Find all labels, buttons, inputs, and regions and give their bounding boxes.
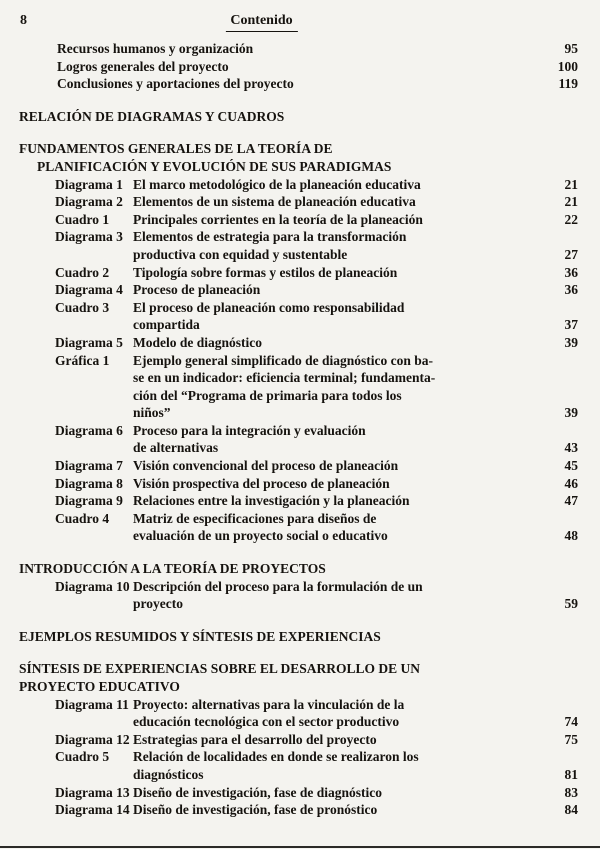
entry-page: 47 bbox=[564, 493, 578, 509]
entry-page: 39 bbox=[564, 405, 578, 421]
entry-page: 75 bbox=[564, 731, 578, 747]
entry-tag: Gráfica 1 bbox=[55, 352, 110, 368]
toc-entry-line bbox=[55, 696, 578, 714]
entry-title-line: ción del “Programa de primaria para todos los bbox=[133, 387, 402, 403]
section-heading-line: PLANIFICACIÓN Y EVOLUCIÓN DE SUS PARADIGMAS bbox=[37, 158, 392, 174]
entry-title-line: Descripción del proceso para la formulación de un bbox=[133, 578, 423, 594]
toc-entry-line bbox=[55, 299, 578, 317]
entry-page: 74 bbox=[564, 714, 578, 730]
entry-title: Conclusiones y aportaciones del proyecto bbox=[57, 76, 294, 92]
entry-page: 36 bbox=[564, 282, 578, 298]
page-number: 8 bbox=[20, 13, 27, 28]
entry-tag: Diagrama 3 bbox=[55, 229, 123, 245]
entry-tag: Cuadro 3 bbox=[55, 299, 110, 315]
toc-entry-line bbox=[55, 527, 578, 545]
toc-entry-line bbox=[55, 510, 578, 528]
entry-page: 119 bbox=[558, 76, 578, 92]
section-heading-line: SÍNTESIS DE EXPERIENCIAS SOBRE EL DESARROLLO DE UN bbox=[19, 661, 420, 677]
entry-tag: Diagrama 9 bbox=[55, 493, 123, 509]
entry-tag: Cuadro 1 bbox=[55, 211, 110, 227]
entry-tag: Cuadro 5 bbox=[55, 749, 110, 765]
entry-title-line: Diseño de investigación, fase de diagnóstico bbox=[133, 784, 383, 800]
toc-entry-line bbox=[55, 492, 578, 510]
entry-page: 45 bbox=[564, 458, 578, 474]
toc-entry-line bbox=[55, 748, 578, 766]
scan-edge-line bbox=[0, 846, 600, 848]
entry-title-line: Principales corrientes en la teoría de la planeación bbox=[133, 211, 423, 227]
toc-entry-line bbox=[55, 578, 578, 596]
toc-section bbox=[19, 560, 578, 613]
table-of-contents bbox=[19, 40, 578, 819]
entry-title-line: productiva con equidad y sustentable bbox=[133, 246, 348, 262]
entry-page: 84 bbox=[564, 802, 578, 818]
entry-title: Logros generales del proyecto bbox=[57, 58, 229, 74]
toc-entry-line bbox=[55, 193, 578, 211]
entry-tag: Diagrama 2 bbox=[55, 194, 123, 210]
entry-tag: Diagrama 6 bbox=[55, 422, 123, 438]
entry-page: 59 bbox=[564, 596, 578, 612]
entry-tag: Diagrama 1 bbox=[55, 176, 123, 192]
toc-entry-line bbox=[57, 58, 578, 76]
entry-title-line: diagnósticos bbox=[133, 766, 204, 782]
entry-title-line: Tipología sobre formas y estilos de planeación bbox=[133, 264, 398, 280]
entry-title-line: Relaciones entre la investigación y la planeación bbox=[133, 493, 410, 509]
entry-title-line: Elementos de un sistema de planeación educativa bbox=[133, 194, 416, 210]
toc-entry-line bbox=[57, 75, 578, 93]
toc-entry-line bbox=[55, 404, 578, 422]
entry-page: 27 bbox=[564, 246, 578, 262]
entry-page: 48 bbox=[564, 528, 578, 544]
entry-title-line: educación tecnológica con el sector productivo bbox=[133, 714, 400, 730]
entry-title-line: compartida bbox=[133, 317, 200, 333]
toc-entry-line bbox=[55, 228, 578, 246]
entry-title-line: Elementos de estrategia para la transformación bbox=[133, 229, 407, 245]
toc-entry-line bbox=[55, 316, 578, 334]
entry-page: 21 bbox=[564, 194, 578, 210]
toc-entry-line bbox=[55, 334, 578, 352]
section-heading-line: PROYECTO EDUCATIVO bbox=[19, 679, 180, 694]
entry-tag: Diagrama 5 bbox=[55, 334, 123, 350]
entry-title-line: El proceso de planeación como responsabilidad bbox=[133, 299, 405, 315]
entry-tag: Cuadro 2 bbox=[55, 264, 110, 280]
toc-entry-line bbox=[55, 176, 578, 194]
entry-title-line: de alternativas bbox=[133, 440, 219, 456]
entry-title-line: Ejemplo general simplificado de diagnóstico con ba- bbox=[133, 352, 433, 368]
section-heading-line: EJEMPLOS RESUMIDOS Y SÍNTESIS DE EXPERIENCIAS bbox=[19, 628, 381, 644]
toc-entry-line bbox=[55, 264, 578, 282]
toc-section bbox=[19, 628, 578, 646]
entry-title-line: Proyecto: alternativas para la vinculación de la bbox=[133, 696, 405, 712]
toc-section bbox=[19, 140, 578, 545]
section-heading-line: RELACIÓN DE DIAGRAMAS Y CUADROS bbox=[19, 108, 285, 124]
toc-section bbox=[19, 108, 578, 126]
entry-title-line: Visión convencional del proceso de planeación bbox=[133, 458, 399, 474]
toc-entry-line bbox=[55, 475, 578, 493]
entry-title-line: Visión prospectiva del proceso de planeación bbox=[133, 475, 390, 491]
entry-page: 81 bbox=[564, 766, 578, 782]
entry-page: 83 bbox=[564, 784, 578, 800]
toc-entry-line bbox=[57, 40, 578, 58]
entry-tag: Diagrama 11 bbox=[55, 696, 129, 712]
toc-entry-line bbox=[55, 801, 578, 819]
toc-entry-line bbox=[55, 784, 578, 802]
entry-title-line: Proceso para la integración y evaluación bbox=[133, 422, 366, 438]
entry-page: 43 bbox=[564, 440, 578, 456]
entry-tag: Cuadro 4 bbox=[55, 510, 110, 526]
entry-tag: Diagrama 8 bbox=[55, 475, 123, 491]
entry-page: 22 bbox=[564, 211, 578, 227]
entry-page: 36 bbox=[564, 264, 578, 280]
header-title: Contenido bbox=[225, 12, 297, 32]
toc-entry-line bbox=[55, 369, 578, 387]
toc-entry-line bbox=[55, 766, 578, 784]
toc-entry-line bbox=[55, 731, 578, 749]
toc-entry-line bbox=[55, 352, 578, 370]
entry-tag: Diagrama 14 bbox=[55, 802, 130, 818]
entry-title: Recursos humanos y organización bbox=[57, 41, 254, 56]
entry-page: 100 bbox=[557, 58, 578, 74]
entry-tag: Diagrama 4 bbox=[55, 282, 123, 298]
toc-section bbox=[19, 660, 578, 818]
section-heading-line: INTRODUCCIÓN A LA TEORÍA DE PROYECTOS bbox=[19, 561, 326, 577]
toc-entry-line bbox=[55, 422, 578, 440]
entry-title-line: Diseño de investigación, fase de pronóstico bbox=[133, 802, 378, 818]
page-header bbox=[19, 12, 578, 32]
entry-title-line: se en un indicador: eficiencia terminal; fundamenta- bbox=[133, 370, 436, 386]
entry-title-line: El marco metodológico de la planeación educativa bbox=[133, 176, 421, 192]
toc-entry-line bbox=[55, 439, 578, 457]
entry-page: 95 bbox=[564, 41, 578, 56]
entry-tag: Diagrama 12 bbox=[55, 731, 130, 747]
entry-title-line: Proceso de planeación bbox=[133, 282, 261, 298]
entry-tag: Diagrama 10 bbox=[55, 578, 130, 594]
toc-entry-line bbox=[55, 281, 578, 299]
toc-entry-line bbox=[55, 387, 578, 405]
entry-page: 39 bbox=[564, 334, 578, 350]
entry-title-line: niños” bbox=[133, 405, 171, 421]
toc-entry-line bbox=[55, 595, 578, 613]
entry-tag: Diagrama 7 bbox=[55, 458, 123, 474]
entry-title-line: proyecto bbox=[133, 596, 183, 612]
entry-page: 37 bbox=[564, 317, 578, 333]
entry-page: 46 bbox=[564, 475, 578, 491]
toc-entry-line bbox=[55, 457, 578, 475]
entry-page: 21 bbox=[564, 176, 578, 192]
toc-entry-line bbox=[55, 211, 578, 229]
toc-entry-line bbox=[55, 713, 578, 731]
entry-title-line: Estrategias para el desarrollo del proyecto bbox=[133, 731, 377, 747]
section-heading-line: FUNDAMENTOS GENERALES DE LA TEORÍA DE bbox=[19, 141, 333, 157]
toc-entry-line bbox=[55, 246, 578, 264]
entry-title-line: Relación de localidades en donde se realizaron los bbox=[133, 749, 419, 765]
entry-title-line: Matriz de especificaciones para diseños de bbox=[133, 510, 377, 526]
entry-title-line: evaluación de un proyecto social o educativo bbox=[133, 528, 388, 544]
entry-title-line: Modelo de diagnóstico bbox=[133, 334, 263, 350]
entry-tag: Diagrama 13 bbox=[55, 784, 130, 800]
